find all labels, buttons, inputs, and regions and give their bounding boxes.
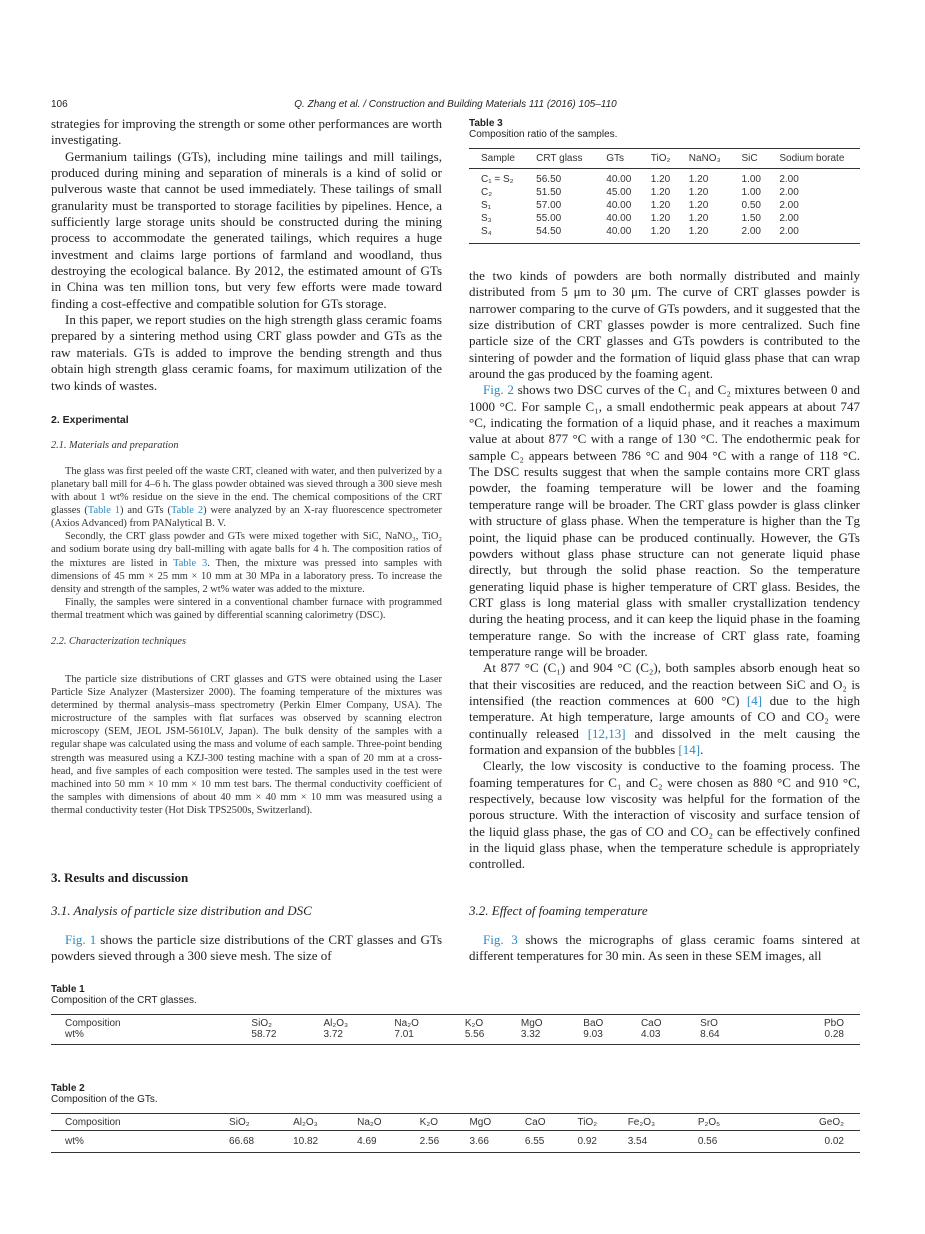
table3 <box>469 148 860 244</box>
paragraph <box>51 149 442 312</box>
reference-link[interactable]: Table 3 <box>173 557 208 569</box>
column-header: Sample <box>469 149 524 169</box>
column-header: Sodium borate <box>767 149 860 169</box>
text-run: At 877 °C (C₁) and 904 °C (C₂), both samples absorb enough heat so that their viscosities are reduced, and the reaction between SiC and O₂ is intensified (the reaction commences at 600 °C) <box>469 660 860 708</box>
text-run: Clearly, the low viscosity is conductive to the foaming process. The foaming temperatures for C₁ and C₂ were chosen as 880 °C and 910 °C, respectively, because low viscosity was helpful for the formation of the porous structure. With the interaction of viscosity and surface tension of the liquid glass phase, the gas of CO and CO₂ can be effectively confined in the liquid glass phase, when the temperature schedule is appropriately controlled. <box>469 758 860 872</box>
table-cell: 5.56 <box>465 1029 521 1045</box>
paragraph <box>469 758 860 872</box>
table-cell: 2.00 <box>767 225 860 244</box>
paragraph <box>51 116 442 149</box>
column-header: CaO <box>525 1114 578 1131</box>
table1-caption <box>51 984 860 1006</box>
column-header: Al₂O₃ <box>293 1114 357 1131</box>
table2-label: Table 2 <box>51 1083 85 1095</box>
left-column <box>51 116 442 964</box>
table-cell: 1.20 <box>650 213 671 224</box>
table1-caption-text: Composition of the CRT glasses. <box>51 995 197 1007</box>
reference-link[interactable]: Table 1 <box>87 505 120 517</box>
table-cell: 55.00 <box>536 213 562 224</box>
table-cell: 51.50 <box>536 187 562 198</box>
column-header: NaNO₃ <box>677 149 730 169</box>
column-header: Al₂O₃ <box>324 1015 395 1030</box>
reference-link[interactable]: [12,13] <box>587 725 626 741</box>
column-header: Composition <box>51 1015 251 1030</box>
text-run: ) were analyzed by an X-ray fluorescence spectrometer (Axios Advanced) from PANalytical B. V. <box>51 505 442 530</box>
column-header: SiO₂ <box>229 1114 293 1131</box>
table-cell: S₃ <box>481 213 492 224</box>
running-title: Q. Zhang et al. / Construction and Building Materials 111 (2016) 105–110 <box>294 99 617 110</box>
table-cell: 1.20 <box>688 200 709 211</box>
table1 <box>51 1014 860 1045</box>
table-cell: 1.20 <box>688 213 709 224</box>
table-cell: wt% <box>51 1131 229 1153</box>
results-paragraphs <box>469 268 860 873</box>
table-cell: 3.72 <box>324 1029 395 1045</box>
reference-link[interactable]: [4] <box>746 692 763 708</box>
table-cell: 3.32 <box>521 1029 583 1045</box>
table-cell: C₂ <box>481 187 493 198</box>
table-row <box>469 169 860 187</box>
table-cell: 1.20 <box>650 187 671 198</box>
table-cell: 54.50 <box>524 225 594 244</box>
table3-caption-text: Composition ratio of the samples. <box>469 129 618 140</box>
column-header: P₂O₅ <box>698 1114 755 1131</box>
column-header: SiO₂ <box>251 1015 323 1030</box>
column-header: SiC <box>730 149 768 169</box>
table-cell: 0.92 <box>578 1131 628 1153</box>
table-header-row <box>469 149 860 169</box>
table-cell: 58.72 <box>251 1029 323 1045</box>
intro-paragraphs <box>51 116 442 394</box>
reference-link[interactable]: [14] <box>678 741 701 757</box>
subsection-heading-particle-size: 3.1. Analysis of particle size distribution and DSC <box>51 902 312 918</box>
column-header: Fe₂O₃ <box>628 1114 698 1131</box>
reference-link[interactable]: Fig. 1 <box>65 931 97 947</box>
column-header: Na₂O <box>394 1015 464 1030</box>
column-header: GTs <box>594 149 639 169</box>
paragraph <box>51 530 442 595</box>
section-heading-experimental: 2. Experimental <box>51 413 129 426</box>
table-cell: 1.20 <box>677 225 730 244</box>
materials-paragraphs <box>51 465 442 622</box>
table-cell: 1.00 <box>741 187 761 198</box>
table-cell: 66.68 <box>229 1131 293 1153</box>
text-run: In this paper, we report studies on the high strength glass ceramic foams prepared by a sintering method using CRT glass powder and GTs as the raw materials. GTs is added to improve the bending strength and thus obtain high strength glass ceramic foams, for maximum utilization of the two kinds of wastes. <box>51 312 442 393</box>
table-cell: 4.69 <box>357 1131 420 1153</box>
right-column <box>469 118 860 964</box>
table-cell: 1.20 <box>688 174 709 185</box>
table3-label: Table 3 <box>469 118 503 129</box>
paragraph <box>51 596 442 622</box>
text-run: Finally, the samples were sintered in a conventional chamber furnace with programmed thermal treatment which was gained by differential scanning calorimetry (DSC). <box>51 596 442 621</box>
bottom-tables <box>51 984 860 1153</box>
subsection-heading-foaming-temperature: 3.2. Effect of foaming temperature <box>469 902 648 918</box>
table2-caption <box>51 1083 860 1105</box>
column-header: K₂O <box>420 1114 470 1131</box>
table-cell: 1.20 <box>650 174 671 185</box>
table-cell: 0.02 <box>755 1131 860 1153</box>
table-cell: 1.50 <box>741 213 761 224</box>
table-cell: C₁ = S₂ <box>481 174 514 185</box>
table-cell: 2.56 <box>420 1131 470 1153</box>
table-cell: 2.00 <box>730 225 768 244</box>
table-cell: 9.03 <box>583 1029 641 1045</box>
table-cell: 2.00 <box>779 200 799 211</box>
subsection-heading-characterization: 2.2. Characterization techniques <box>51 635 186 647</box>
table-cell: 1.20 <box>639 225 677 244</box>
paragraph <box>51 465 442 530</box>
column-header: K₂O <box>465 1015 521 1030</box>
table-cell: 56.50 <box>536 174 562 185</box>
column-header: TiO₂ <box>639 149 677 169</box>
table-cell: 4.03 <box>641 1029 700 1045</box>
column-header: MgO <box>521 1015 583 1030</box>
table-cell: wt% <box>51 1029 251 1045</box>
table-row <box>51 1029 860 1045</box>
table-cell: 1.20 <box>650 200 671 211</box>
column-header: PbO <box>756 1015 860 1030</box>
table-cell: S₄ <box>469 225 524 244</box>
foaming-temperature-paragraph <box>469 932 860 965</box>
table-cell: 3.66 <box>469 1131 524 1153</box>
table-cell: 1.00 <box>741 174 761 185</box>
table-cell: 8.64 <box>700 1029 756 1045</box>
text-run: ) and GTs ( <box>119 505 171 517</box>
table1-label: Table 1 <box>51 984 85 996</box>
reference-link[interactable]: Fig. 3 <box>483 931 518 947</box>
column-header: TiO₂ <box>578 1114 628 1131</box>
paragraph <box>51 673 442 817</box>
text-run: strategies for improving the strength or some other performances are worth investigating. <box>51 116 442 148</box>
reference-link[interactable]: Table 2 <box>170 505 204 517</box>
table-row <box>469 199 860 212</box>
text-run: . Then, the mixture was pressed into samples with dimensions of 45 mm × 25 mm × 10 mm at 30 MPa in a laboratory press. To increase the density and strength of the samples, 2 wt% water was added to the mixture. <box>51 557 442 595</box>
text-run: Secondly, the CRT glass powder and GTs were mixed together with SiC, NaNO₃, TiO₂ and sodium borate using dry ball-milling with agate balls for 4 h. The composition ratios of the mixtures are listed in <box>51 531 442 569</box>
table2 <box>51 1113 860 1153</box>
text-run: . <box>700 741 704 757</box>
paragraph <box>469 660 860 758</box>
table-cell: S₁ <box>481 200 492 211</box>
text-run: The glass was first peeled off the waste CRT, cleaned with water, and then pulverized by a planetary ball mill for 4–6 h. The glass powder obtained was sieved through a 300 sieve mesh with about 1 wt% residue on the sieve in the end. The chemical compositions of the CRT glasses ( <box>51 465 442 517</box>
text-run: shows two DSC curves of the C₁ and C₂ mixtures between 0 and 1000 °C. For sample C₁, a small endothermic peak appears at about 747 °C, indicating the formation of a liquid phase, and it reaches a maximum value at about 877 °C with a range of 130 °C. The endothermic peak for sample C₂ appears between 786 °C and 904 °C with a range of 118 °C. The DSC results suggest that when the sample contains more CRT glass powder, the foaming temperature will be lower and the foaming temperature range will be broader. The CRT glass powder is glass clinker with structure of glass phase. When the temperature is higher than the Tg point, the liquid phase can be produced continually. However, the GTs powders without glass phase structure can not generate liquid phase directly, but through the solid phase reaction. So the temperature generating liquid phase is higher temperature of CRT glass. Besides, the CRT glass is long material glass with smaller crystallization tendency during the heating process, and it can keep the liquid phase in the foaming temperature range. So with the increase of CRT glass rate, foaming temperature range will be broader. <box>469 382 860 659</box>
table-cell: 40.00 <box>606 174 632 185</box>
column-header: CaO <box>641 1015 700 1030</box>
paragraph <box>469 382 860 660</box>
table-cell: 40.00 <box>606 200 632 211</box>
column-header: MgO <box>469 1114 524 1131</box>
table-cell: 0.56 <box>698 1131 755 1153</box>
table-cell: 2.00 <box>779 174 799 185</box>
page-number: 106 <box>51 99 68 110</box>
section-heading-results: 3. Results and discussion <box>51 869 189 885</box>
table-cell: 7.01 <box>394 1029 464 1045</box>
table-cell: 0.50 <box>741 200 761 211</box>
table2-caption-text: Composition of the GTs. <box>51 1094 158 1106</box>
text-run: The particle size distributions of CRT glasses and GTS were obtained using the Laser Particle Size Analyzer (Mastersizer 2000). The foaming temperature of the mixtures was determined by thermal analysis–mass spectrometry (Perkin Elmer Company, USA). The microstructure of the samples with flat surfaces was observed by scanning electron microscopy (SEM, JEOL JSM-5610LV, Japan). The bulk density of the samples with a regular shape was calculated using the mass and volume of each sample. Three-point bending strength was measured using a KZJ-300 testing machine with a span of 20 mm at a cross-head, and five samples of each composition were tested. The samples used in the test were machined into 50 mm × 10 mm × 10 mm test bars. The thermal conductivity coefficient of the samples with dimensions of about 40 mm × 40 mm × 10 mm was measured using a thermal conductivity tester (Hot Disk TPS2500s, Switzerland). <box>51 673 442 816</box>
text-run: shows the particle size distributions of the CRT glasses and GTs powders sieved through a 300 sieve mesh. The size of <box>51 931 443 964</box>
paragraph <box>51 312 442 394</box>
two-column-body <box>51 102 860 964</box>
column-header: CRT glass <box>524 149 594 169</box>
paragraph <box>51 932 442 965</box>
table-header-row <box>51 1114 860 1131</box>
table-cell: 40.00 <box>606 213 632 224</box>
paragraph <box>469 268 860 382</box>
column-header: SrO <box>700 1015 756 1030</box>
table-cell: 2.00 <box>779 187 799 198</box>
table-cell: 40.00 <box>594 225 639 244</box>
characterization-paragraphs <box>51 673 442 817</box>
subsection-heading-materials: 2.1. Materials and preparation <box>51 439 179 451</box>
particle-size-paragraph <box>51 932 442 965</box>
table-row <box>469 186 860 199</box>
table-header-row <box>51 1015 860 1030</box>
paragraph <box>469 932 860 965</box>
table-row <box>469 225 860 244</box>
table-cell: 0.28 <box>756 1029 860 1045</box>
column-header: BaO <box>583 1015 641 1030</box>
running-header <box>51 99 860 113</box>
column-header: Composition <box>51 1114 229 1131</box>
table-row <box>51 1131 860 1153</box>
table-cell: 10.82 <box>293 1131 357 1153</box>
text-run: the two kinds of powders are both normally distributed and mainly distributed from 5 μm to 30 μm. The curve of CRT glasses powder is narrower comparing to the curve of GTs powders, and it suggested that the size distribution of CRT glasses powder is more centralized. Such fine particle size of the CRT glasses and GTs powders is contributed to the sintering of powder and the formation of liquid glass phase that can wrap around the gas produced by the foaming agent. <box>469 268 860 382</box>
text-run: shows the micrographs of glass ceramic foams sintered at different temperatures for 30 min. As seen in these SEM images, all <box>469 931 860 964</box>
table-cell: 1.20 <box>688 187 709 198</box>
text-run: due to the high temperature. At high temperature, large amounts of CO and CO₂ were continually released <box>469 692 860 741</box>
column-header: Na₂O <box>357 1114 420 1131</box>
table-cell: 57.00 <box>536 200 562 211</box>
table-row <box>469 212 860 225</box>
text-run: Germanium tailings (GTs), including mine tailings and mill tailings, produced during mining and separation of minerals is a kind of solid or pulverous waste that cannot be used immediately. These tailings of small granularity must be transported to storage facilities by pipelines. Hence, a sufficiently large storage units should be constructed during the mining process to accommodate the generated tailings, which requires a huge investment and claims large portions of farmland and woodland, thus destroying the ecological balance. By 2012, the estimated amount of GTs in China was ten million tons, but very few efforts were made toward finding a cost-effective and compatible solution for GTs storage. <box>51 148 442 311</box>
table-cell: 2.00 <box>779 213 799 224</box>
table-cell: 3.54 <box>628 1131 698 1153</box>
reference-link[interactable]: Fig. 2 <box>483 382 514 398</box>
column-header: GeO₂ <box>755 1114 860 1131</box>
table-cell: 6.55 <box>525 1131 578 1153</box>
text-run: and dissolved in the melt causing the formation and expansion of the bubbles <box>469 725 860 757</box>
table3-caption <box>469 118 860 140</box>
table-cell: 45.00 <box>606 187 632 198</box>
